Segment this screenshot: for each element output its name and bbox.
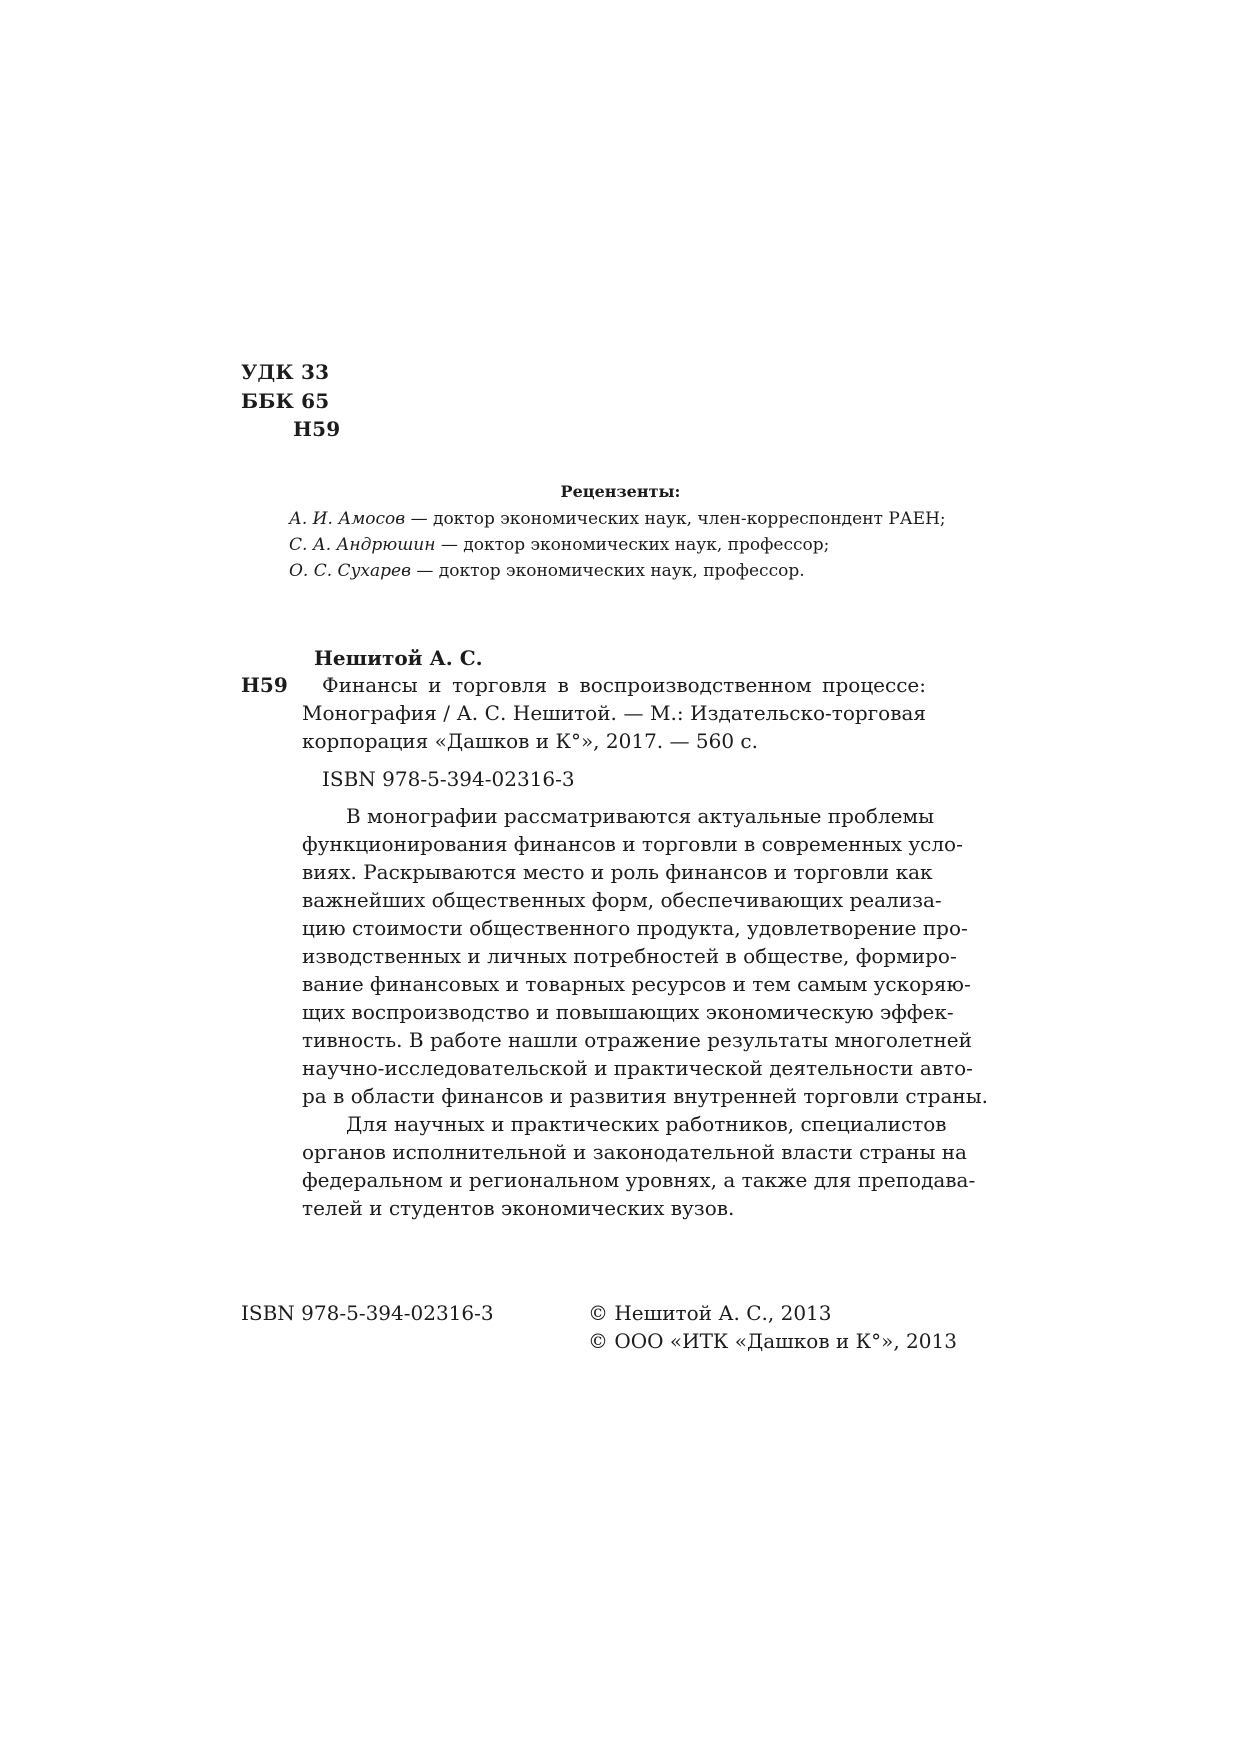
annotation-line: ра в области финансов и развития внутренней торговли страны. bbox=[302, 1084, 988, 1108]
reviewer-3 bbox=[289, 561, 805, 581]
annotation-line: Для научных и практических работников, специалистов bbox=[346, 1112, 947, 1136]
bib-title-line-2: Монография / А. С. Нешитой. — М.: Издательско-торговая bbox=[302, 701, 926, 725]
annotation-line: федеральном и региональном уровнях, а также для преподава- bbox=[302, 1168, 976, 1192]
reviewer-2-name: С. А. Андрюшин bbox=[289, 535, 436, 555]
annotation-line: научно-исследовательской и практической деятельности авто- bbox=[302, 1056, 973, 1080]
reviewer-1-desc: — доктор экономических наук, член-корреспондент РАЕН; bbox=[405, 509, 946, 529]
copyright-author: © Нешитой А. С., 2013 bbox=[588, 1301, 832, 1325]
footer-isbn: ISBN 978-5-394-02316-3 bbox=[241, 1301, 494, 1325]
annotation-line: В монографии рассматриваются актуальные проблемы bbox=[346, 804, 934, 828]
annotation-line: важнейших общественных форм, обеспечивающих реализа- bbox=[302, 888, 942, 912]
reviewer-1-name: А. И. Амосов bbox=[289, 509, 406, 529]
annotation-line: функционирования финансов и торговли в современных усло- bbox=[302, 832, 963, 856]
reviewer-1 bbox=[289, 509, 946, 529]
annotation-line: цию стоимости общественного продукта, удовлетворение про- bbox=[302, 916, 968, 940]
reviewer-3-desc: — доктор экономических наук, профессор. bbox=[411, 561, 805, 581]
bib-title-line-3: корпорация «Дашков и К°», 2017. — 560 с. bbox=[302, 729, 758, 753]
bib-title-line-1: Финансы и торговля в воспроизводственном процессе: bbox=[322, 673, 926, 697]
annotation-line: тивность. В работе нашли отражение результаты многолетней bbox=[302, 1028, 972, 1052]
book-author: Нешитой А. С. bbox=[314, 646, 483, 670]
annotation-line: изводственных и личных потребностей в обществе, формиро- bbox=[302, 944, 957, 968]
reviewers-heading: Рецензенты: bbox=[560, 482, 681, 501]
annotation-line: органов исполнительной и законодательной власти страны на bbox=[302, 1140, 967, 1164]
annotation-line: телей и студентов экономических вузов. bbox=[302, 1196, 735, 1220]
annotation-line: вание финансовых и товарных ресурсов и тем самым ускоряю- bbox=[302, 972, 971, 996]
annotation-line: виях. Раскрываются место и роль финансов и торговли как bbox=[302, 860, 933, 884]
reviewer-2 bbox=[289, 535, 829, 555]
bib-author-sign: Н59 bbox=[241, 673, 288, 697]
copyright-publisher: © ООО «ИТК «Дашков и К°», 2013 bbox=[588, 1329, 957, 1353]
bbk-code: ББК 65 bbox=[241, 389, 330, 413]
reviewer-2-desc: — доктор экономических наук, профессор; bbox=[435, 535, 830, 555]
annotation-line: щих воспроизводство и повышающих экономическую эффек- bbox=[302, 1000, 954, 1024]
reviewer-3-name: О. С. Сухарев bbox=[289, 561, 411, 581]
udk-code: УДК 33 bbox=[241, 360, 330, 384]
bib-isbn: ISBN 978-5-394-02316-3 bbox=[322, 767, 575, 791]
author-sign: Н59 bbox=[293, 417, 341, 441]
